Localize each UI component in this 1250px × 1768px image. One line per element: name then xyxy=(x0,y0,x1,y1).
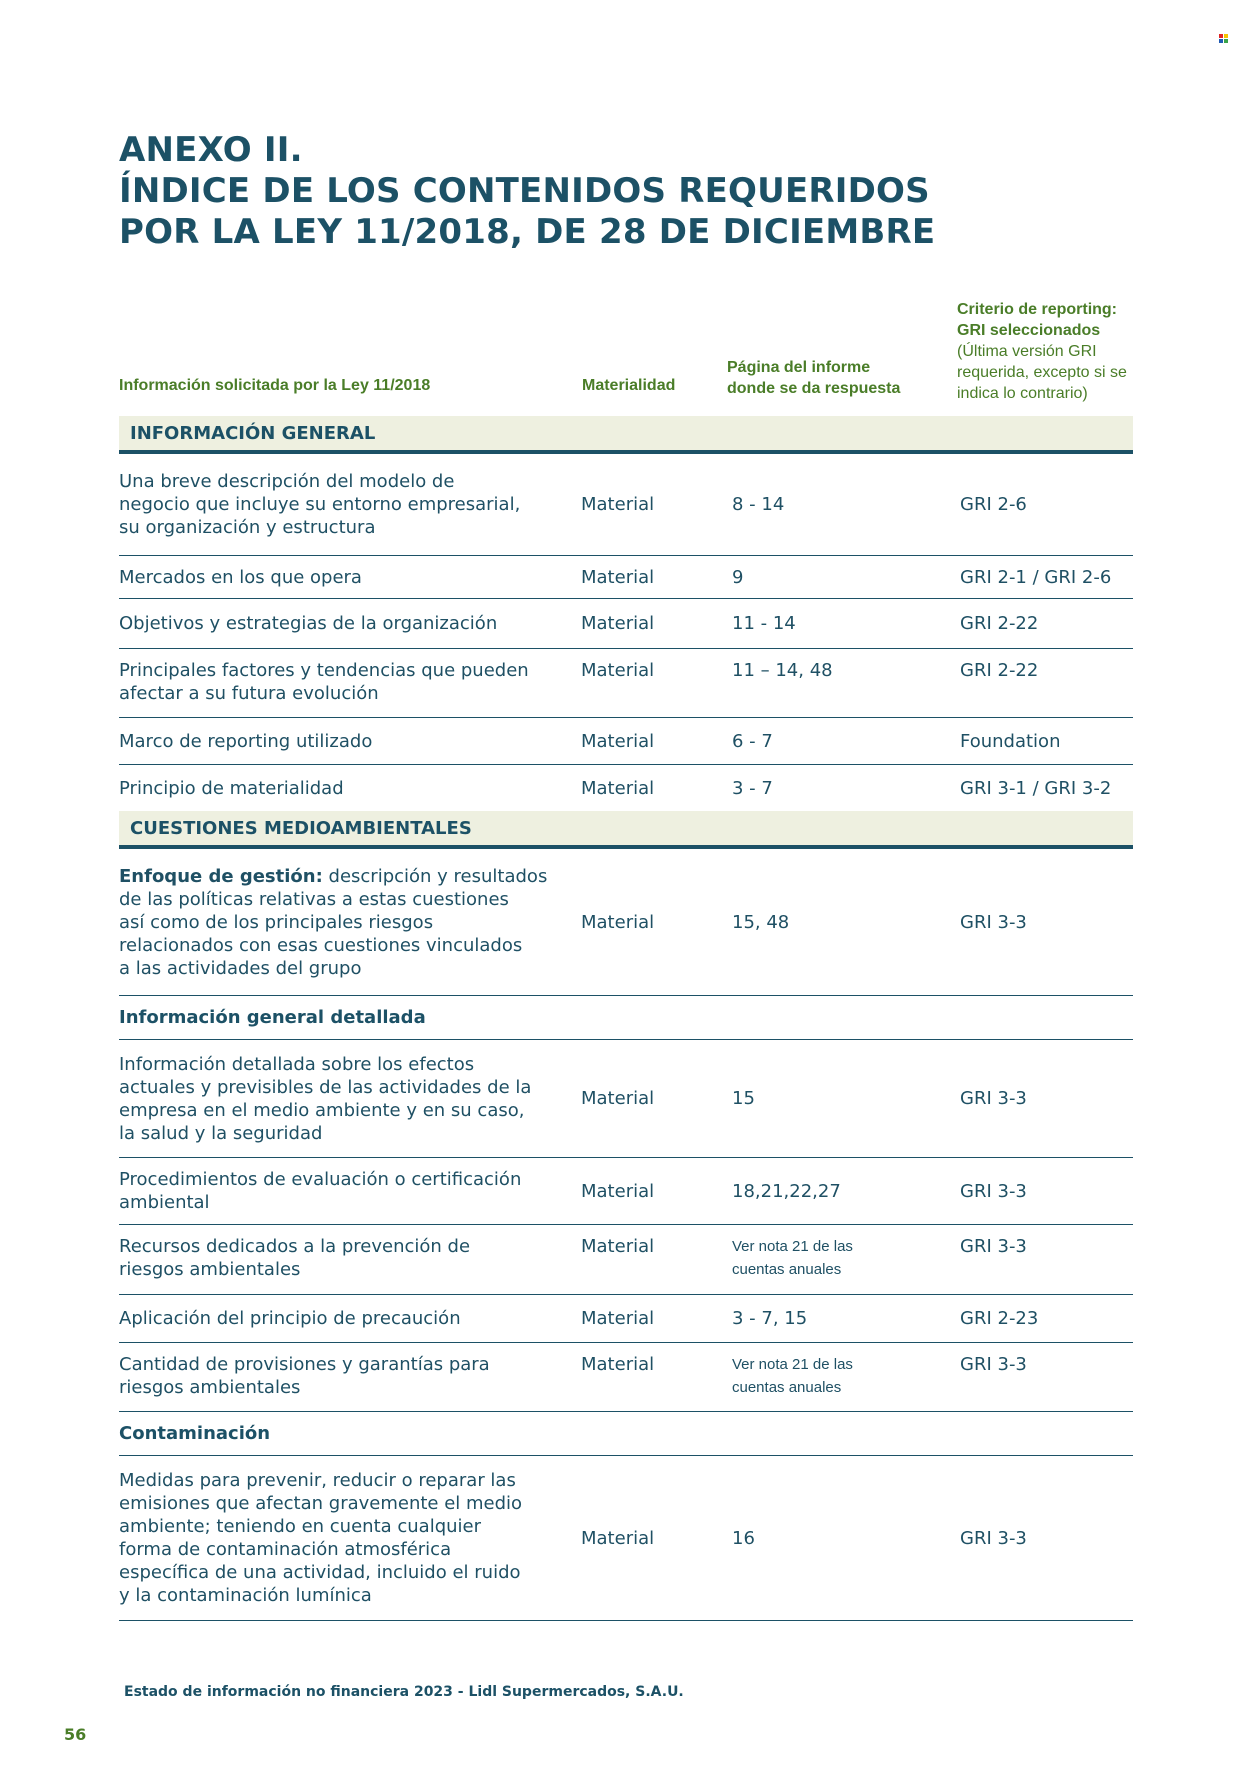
page-cell: 3 - 7 xyxy=(732,777,773,799)
page-cell: 8 - 14 xyxy=(732,494,785,515)
header-information: Información solicitada por la Ley 11/2018 xyxy=(119,377,431,394)
info-cell: Marco de reporting utilizado xyxy=(119,730,373,752)
table-row xyxy=(119,718,1133,765)
materiality-cell: Material xyxy=(581,1354,655,1375)
page-cell: 11 – 14, 48 xyxy=(732,660,833,681)
page-cell: 16 xyxy=(732,1527,755,1549)
management-lead: Enfoque de gestión: xyxy=(119,865,323,887)
info-cell: Enfoque de gestión: descripción y resultados de las políticas relativas a estas cuestiones así como de los principales riesgos relacionados con esas cuestiones vinculados a las actividades del grupo xyxy=(119,865,548,979)
contents-table xyxy=(119,416,1133,1621)
page-cell: 15, 48 xyxy=(732,911,790,933)
document-footer: Estado de información no financiera 2023 - Lidl Supermercados, S.A.U. xyxy=(124,1684,684,1700)
table-row xyxy=(119,1456,1133,1621)
table-row xyxy=(119,1225,1133,1295)
gri-cell: GRI 3-3 xyxy=(960,1527,1027,1549)
gri-cell: GRI 3-3 xyxy=(960,911,1027,933)
page-cell: Ver nota 21 de las cuentas anuales xyxy=(732,1356,853,1396)
page-cell: 6 - 7 xyxy=(732,730,773,752)
gri-cell: GRI 2-1 / GRI 2-6 xyxy=(960,566,1112,588)
gri-cell: GRI 3-1 / GRI 3-2 xyxy=(960,777,1112,799)
table-row xyxy=(119,1295,1133,1343)
info-cell: Información detallada sobre los efectos actuales y previsibles de las actividades de la empresa en el medio ambiente y en su caso, la salud y la seguridad xyxy=(119,1053,532,1144)
page-cell: 18,21,22,27 xyxy=(732,1180,841,1202)
info-cell: Recursos dedicados a la prevención de riesgos ambientales xyxy=(119,1236,471,1280)
materiality-cell: Material xyxy=(581,613,655,634)
table-row xyxy=(119,1343,1133,1412)
table-row xyxy=(119,556,1133,599)
materiality-cell: Material xyxy=(581,777,655,799)
subheader-pollution: Contaminación xyxy=(119,1412,1133,1456)
table-row xyxy=(119,1158,1133,1225)
info-cell: Aplicación del principio de precaución xyxy=(119,1308,461,1329)
gri-cell: GRI 3-3 xyxy=(960,1180,1027,1202)
page-cell: 9 xyxy=(732,566,744,588)
table-row xyxy=(119,765,1133,811)
materiality-cell: Material xyxy=(581,494,655,515)
info-cell: Una breve descripción del modelo de negocio que incluye su entorno empresarial, su organización y estructura xyxy=(119,471,521,538)
materiality-cell: Material xyxy=(581,1236,655,1257)
table-row xyxy=(119,1040,1133,1158)
page-cell: 3 - 7, 15 xyxy=(732,1308,808,1329)
materiality-cell: Material xyxy=(581,1527,655,1549)
info-cell: Principales factores y tendencias que pueden afectar a su futura evolución xyxy=(119,660,529,704)
page-cell: 11 - 14 xyxy=(732,613,796,634)
materiality-cell: Material xyxy=(581,1088,655,1109)
info-cell: Principio de materialidad xyxy=(119,777,344,799)
gri-cell: GRI 2-23 xyxy=(960,1308,1039,1329)
table-row xyxy=(119,599,1133,649)
info-cell: Mercados en los que opera xyxy=(119,566,362,588)
page-title: ANEXO II. ÍNDICE DE LOS CONTENIDOS REQUERIDOS POR LA LEY 11/2018, DE 28 DE DICIEMBRE xyxy=(119,130,936,252)
page-cell: Ver nota 21 de las cuentas anuales xyxy=(732,1238,853,1278)
materiality-cell: Material xyxy=(581,1308,655,1329)
info-cell: Cantidad de provisiones y garantías para riesgos ambientales xyxy=(119,1354,490,1398)
section-general: INFORMACIÓN GENERAL xyxy=(119,416,1133,454)
info-cell: Medidas para prevenir, reducir o reparar las emisiones que afectan gravemente el medio ambiente; teniendo en cuenta cualquier forma de contaminación atmosférica específica de una actividad, incluido el ruido y la contaminación lumínica xyxy=(119,1470,523,1606)
table-row xyxy=(119,849,1133,996)
gri-cell: Foundation xyxy=(960,730,1061,752)
materiality-cell: Material xyxy=(581,911,655,933)
materiality-cell: Material xyxy=(581,566,655,588)
materiality-cell: Material xyxy=(581,1180,655,1202)
table-row xyxy=(119,454,1133,556)
info-cell: Objetivos y estrategias de la organización xyxy=(119,613,498,634)
gri-cell: GRI 3-3 xyxy=(960,1236,1027,1257)
page-cell: 15 xyxy=(732,1088,755,1109)
table-row xyxy=(119,649,1133,718)
header-page: Página del informe donde se da respuesta xyxy=(727,359,901,397)
gri-cell: GRI 2-6 xyxy=(960,494,1027,515)
page-number: 56 xyxy=(64,1725,87,1744)
info-cell: Procedimientos de evaluación o certificación ambiental xyxy=(119,1169,522,1213)
gri-cell: GRI 2-22 xyxy=(960,660,1039,681)
header-criteria: Criterio de reporting: GRI seleccionados (Última versión GRI requerida, excepto si se indica lo contrario) xyxy=(957,301,1127,402)
gri-cell: GRI 3-3 xyxy=(960,1354,1027,1375)
section-environment: CUESTIONES MEDIOAMBIENTALES xyxy=(119,811,1133,849)
header-materiality: Materialidad xyxy=(582,377,676,394)
color-mark-icon xyxy=(1219,34,1228,43)
gri-cell: GRI 3-3 xyxy=(960,1088,1027,1109)
gri-cell: GRI 2-22 xyxy=(960,613,1039,634)
materiality-cell: Material xyxy=(581,730,655,752)
materiality-cell: Material xyxy=(581,660,655,681)
subheader-detailed: Información general detallada xyxy=(119,996,1133,1040)
